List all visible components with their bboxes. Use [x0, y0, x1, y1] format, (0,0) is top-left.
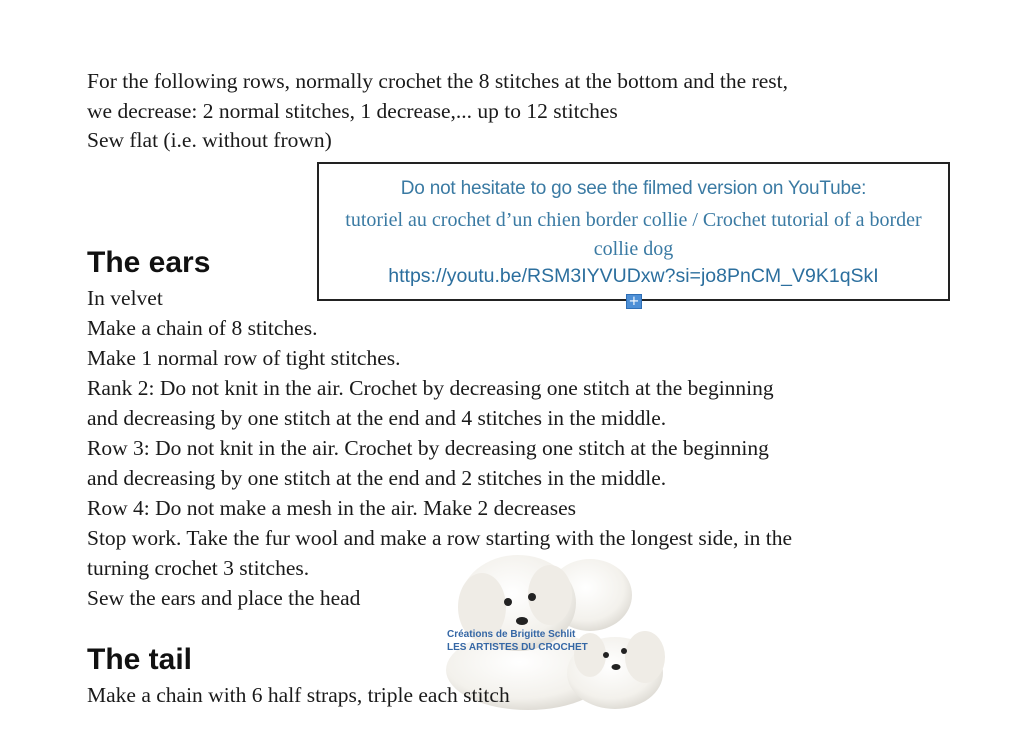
ears-line: Make a chain of 8 stitches.: [87, 316, 318, 340]
add-plus-icon[interactable]: +: [626, 294, 642, 309]
photo-credit-line-1: Créations de Brigitte Schlit: [447, 629, 576, 640]
youtube-callout-box: [317, 162, 950, 301]
ears-line: Rank 2: Do not knit in the air. Crochet by decreasing one stitch at the beginning: [87, 376, 774, 400]
ears-line: and decreasing by one stitch at the end and 4 stitches in the middle.: [87, 406, 667, 430]
callout-line-1: Do not hesitate to go see the filmed version on YouTube:: [400, 178, 867, 199]
callout-line-2: tutoriel au crochet d’un chien border collie / Crochet tutorial of a border collie dog: [345, 209, 922, 260]
ears-line: Sew the ears and place the head: [87, 586, 361, 610]
intro-line-3: Sew flat (i.e. without frown): [87, 128, 332, 152]
intro-line-2: we decrease: 2 normal stitches, 1 decrease,... up to 12 stitches: [87, 99, 618, 123]
ears-line: Row 3: Do not knit in the air. Crochet by decreasing one stitch at the beginning: [87, 436, 769, 460]
ears-line: and decreasing by one stitch at the end and 2 stitches in the middle.: [87, 466, 667, 490]
intro-line-1: For the following rows, normally crochet the 8 stitches at the bottom and the rest,: [87, 69, 788, 93]
ears-line: In velvet: [87, 286, 163, 310]
ears-line: Row 4: Do not make a mesh in the air. Make 2 decreases: [87, 496, 576, 520]
photo-credit-line-2: LES ARTISTES DU CROCHET: [447, 642, 588, 653]
tail-heading: The tail: [87, 643, 193, 676]
ears-line: turning crochet 3 stitches.: [87, 556, 310, 580]
ears-heading: The ears: [87, 246, 211, 279]
youtube-link[interactable]: https://youtu.be/RSM3IYVUDxw?si=jo8PnCM_V9K1qSkI: [388, 265, 879, 287]
tail-line-1: Make a chain with 6 half straps, triple each stitch: [87, 683, 510, 707]
ears-line: Stop work. Take the fur wool and make a row starting with the longest side, in the: [87, 526, 793, 550]
ears-line: Make 1 normal row of tight stitches.: [87, 346, 401, 370]
